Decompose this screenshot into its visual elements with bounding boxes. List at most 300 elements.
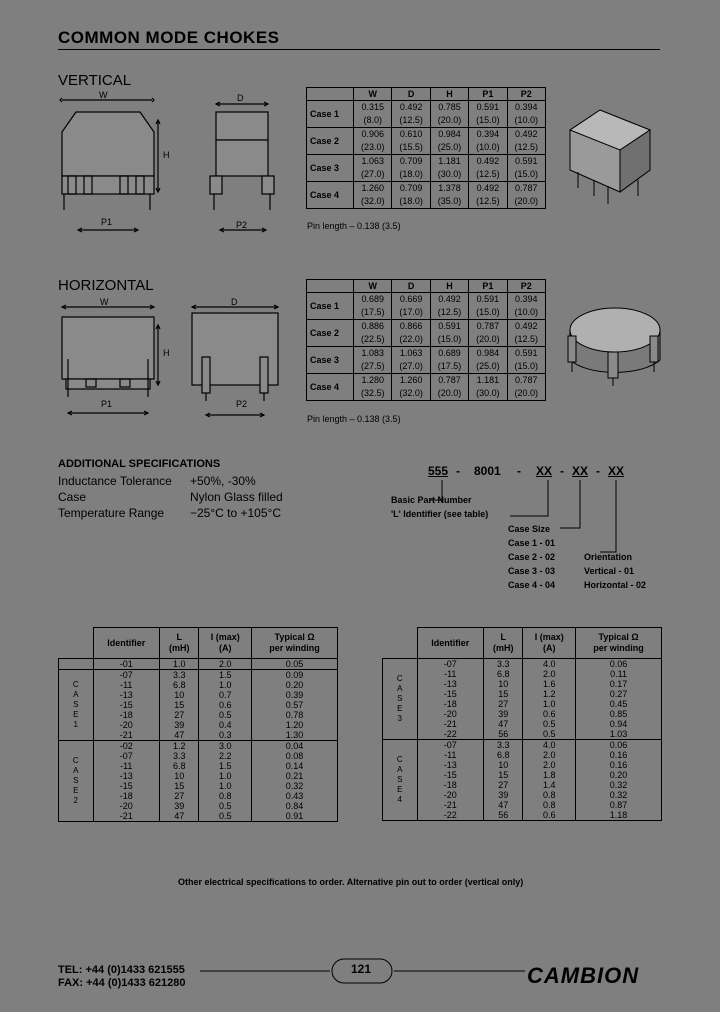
electrical-cell: 27 <box>484 699 523 709</box>
electrical-header-l-label: L <box>176 632 183 642</box>
horizontal-table-cell: (17.5) <box>430 360 468 374</box>
pn-orient-horizontal: Horizontal - 02 <box>584 580 647 590</box>
electrical-header-l-unit: (mH) <box>169 643 190 653</box>
horizontal-table-cell: (20.0) <box>430 387 468 401</box>
horizontal-table-case-label: Case 2 <box>307 320 354 347</box>
vertical-table-cell: (30.0) <box>430 168 468 182</box>
vertical-side-drawing <box>206 100 276 240</box>
electrical-case-group-text: C A S E 1 <box>72 680 79 729</box>
vertical-d-label: D <box>237 93 244 103</box>
vertical-table-cell: (15.0) <box>469 114 507 128</box>
horizontal-3d-image <box>560 290 670 390</box>
electrical-row <box>59 710 338 720</box>
vertical-table-cell: (10.0) <box>469 141 507 155</box>
electrical-cell: 3.3 <box>160 751 199 761</box>
electrical-cell: -11 <box>417 750 484 760</box>
spec-label-temperature: Temperature Range <box>58 506 165 520</box>
electrical-cell: 6.8 <box>160 680 199 690</box>
electrical-cell: 56 <box>484 729 523 740</box>
horizontal-d-label: D <box>231 297 238 307</box>
electrical-header-l <box>160 628 199 659</box>
electrical-cell: -21 <box>417 800 484 810</box>
horizontal-table-cell: (15.0) <box>469 306 507 320</box>
electrical-cell: 0.04 <box>252 741 338 752</box>
vertical-table-cell: (12.5) <box>507 141 545 155</box>
electrical-cell: 0.32 <box>576 780 662 790</box>
electrical-cell: 2.2 <box>199 751 252 761</box>
electrical-cell: -18 <box>417 780 484 790</box>
electrical-cell: -07 <box>93 751 160 761</box>
vertical-table-cell: 0.787 <box>507 182 545 196</box>
spec-label-case: Case <box>58 490 87 504</box>
electrical-row <box>59 771 338 781</box>
electrical-header-r <box>252 628 338 659</box>
vertical-table-cell: 0.591 <box>507 155 545 169</box>
electrical-cell: 0.05 <box>252 659 338 670</box>
electrical-row <box>59 801 338 811</box>
vertical-table-case-label: Case 2 <box>307 128 354 155</box>
vertical-table-cell: (32.0) <box>354 195 392 209</box>
vertical-table-cell: (15.5) <box>392 141 430 155</box>
electrical-cell: 0.21 <box>252 771 338 781</box>
electrical-cell: 0.94 <box>576 719 662 729</box>
electrical-cell: 15 <box>484 689 523 699</box>
electrical-cell: 47 <box>484 800 523 810</box>
electrical-row <box>383 729 662 740</box>
electrical-cell: 0.87 <box>576 800 662 810</box>
horizontal-table-cell: 0.591 <box>469 293 507 307</box>
electrical-cell: 1.0 <box>199 771 252 781</box>
electrical-cell: 47 <box>160 811 199 822</box>
electrical-cell: 0.08 <box>252 751 338 761</box>
electrical-row <box>383 790 662 800</box>
horizontal-table-cell: 0.866 <box>392 320 430 334</box>
electrical-cell: -13 <box>417 679 484 689</box>
electrical-header-blank <box>383 628 418 659</box>
electrical-cell: 10 <box>160 690 199 700</box>
electrical-cell: 0.20 <box>576 770 662 780</box>
electrical-row <box>59 659 338 670</box>
horizontal-table-cell: (27.5) <box>354 360 392 374</box>
vertical-table-cell: 0.610 <box>392 128 430 142</box>
electrical-cell: 10 <box>484 679 523 689</box>
spec-value-case: Nylon Glass filled <box>190 490 283 504</box>
electrical-cell: 0.32 <box>576 790 662 800</box>
electrical-cell: 1.0 <box>160 659 199 670</box>
electrical-cell: 0.85 <box>576 709 662 719</box>
electrical-row <box>383 780 662 790</box>
electrical-header-row <box>383 628 662 659</box>
horizontal-table-case-label: Case 1 <box>307 293 354 320</box>
electrical-cell: -01 <box>93 659 160 670</box>
horizontal-table-header-0 <box>307 280 354 293</box>
electrical-table-right <box>382 627 662 821</box>
electrical-cell: -07 <box>417 740 484 751</box>
pn-segment-555: 555 <box>428 464 449 478</box>
electrical-header-i <box>523 628 576 659</box>
horizontal-table-row <box>307 347 546 361</box>
spec-value-temperature: −25°C to +105°C <box>190 506 281 520</box>
electrical-header-id <box>417 628 484 659</box>
electrical-cell: 39 <box>484 790 523 800</box>
vertical-table-header-0 <box>307 88 354 101</box>
horizontal-table-cell: 0.591 <box>430 320 468 334</box>
horizontal-table-cell: 0.492 <box>507 320 545 334</box>
vertical-table-cell: (10.0) <box>507 114 545 128</box>
electrical-row <box>383 669 662 679</box>
electrical-cell: 1.2 <box>160 741 199 752</box>
electrical-cell: 6.8 <box>484 750 523 760</box>
electrical-cell: 0.3 <box>199 730 252 741</box>
spec-label-tolerance: Inductance Tolerance <box>58 474 172 488</box>
pn-sep-4: - <box>596 464 600 478</box>
pn-basic-label: Basic Part Number <box>391 495 472 505</box>
vertical-table-case-label: Case 1 <box>307 101 354 128</box>
horizontal-table-cell: 1.181 <box>469 374 507 388</box>
horizontal-table-cell: 0.492 <box>430 293 468 307</box>
electrical-row <box>59 720 338 730</box>
pn-case-4: Case 4 - 04 <box>508 580 556 590</box>
horizontal-table-cell: (30.0) <box>469 387 507 401</box>
vertical-table-cell: (18.0) <box>392 195 430 209</box>
electrical-cell: 0.78 <box>252 710 338 720</box>
pn-segment-case: XX <box>572 464 589 478</box>
horizontal-table-cell: 0.669 <box>392 293 430 307</box>
electrical-row <box>383 689 662 699</box>
electrical-cell: 0.4 <box>199 720 252 730</box>
electrical-cell: 39 <box>160 720 199 730</box>
horizontal-w-label: W <box>100 297 109 307</box>
electrical-cell: -11 <box>93 761 160 771</box>
electrical-cell: 0.91 <box>252 811 338 822</box>
electrical-cell: -11 <box>93 680 160 690</box>
electrical-cell: 0.20 <box>252 680 338 690</box>
vertical-table-header-5: P2 <box>507 88 545 101</box>
electrical-cell: 6.8 <box>160 761 199 771</box>
vertical-table-cell: 0.709 <box>392 155 430 169</box>
electrical-cell: -13 <box>93 771 160 781</box>
horizontal-table-cell: (20.0) <box>469 333 507 347</box>
electrical-cell: 3.3 <box>484 659 523 670</box>
electrical-cell: -21 <box>93 811 160 822</box>
electrical-cell: 1.6 <box>523 679 576 689</box>
horizontal-table-cell: (12.5) <box>430 306 468 320</box>
electrical-row <box>59 670 338 681</box>
electrical-cell: -13 <box>417 760 484 770</box>
horizontal-table-cell: (25.0) <box>469 360 507 374</box>
electrical-cell: 2.0 <box>523 750 576 760</box>
horizontal-table-cell: (32.0) <box>392 387 430 401</box>
electrical-cell: -20 <box>93 720 160 730</box>
electrical-case-group-label <box>59 741 94 822</box>
vertical-pin-length: Pin length – 0.138 (3.5) <box>307 221 401 231</box>
electrical-case-group-text: C A S E 4 <box>396 755 403 804</box>
horizontal-table-cell: (17.5) <box>354 306 392 320</box>
page-number: 121 <box>351 962 372 976</box>
pn-sep-2: - <box>517 464 521 478</box>
vertical-table-cell: (15.0) <box>507 168 545 182</box>
electrical-cell: -21 <box>417 719 484 729</box>
vertical-table-case-label: Case 3 <box>307 155 354 182</box>
electrical-cell: 0.6 <box>199 700 252 710</box>
horizontal-table-header-5: P2 <box>507 280 545 293</box>
vertical-table-cell: 1.063 <box>354 155 392 169</box>
horizontal-table-cell: 0.787 <box>430 374 468 388</box>
vertical-table-header-3: H <box>430 88 468 101</box>
vertical-table-case-label: Case 4 <box>307 182 354 209</box>
electrical-cell: -07 <box>93 670 160 681</box>
electrical-header-blank <box>59 628 94 659</box>
electrical-cell: 0.6 <box>523 709 576 719</box>
electrical-row <box>59 680 338 690</box>
electrical-row <box>383 740 662 751</box>
electrical-cell: 6.8 <box>484 669 523 679</box>
horizontal-table-row <box>307 320 546 334</box>
electrical-row <box>59 761 338 771</box>
vertical-table-cell: (8.0) <box>354 114 392 128</box>
electrical-cell: -15 <box>93 781 160 791</box>
vertical-table-cell: 1.378 <box>430 182 468 196</box>
electrical-cell: 1.0 <box>199 680 252 690</box>
pn-segment-orientation: XX <box>608 464 625 478</box>
vertical-table-cell: (12.5) <box>469 168 507 182</box>
electrical-case-group-text: C A S E 3 <box>396 674 403 723</box>
horizontal-table-header-1: W <box>354 280 392 293</box>
horizontal-heading: HORIZONTAL <box>58 277 154 294</box>
horizontal-table-cell: 1.063 <box>392 347 430 361</box>
vertical-table-cell: 0.394 <box>507 101 545 115</box>
electrical-cell: 0.11 <box>576 669 662 679</box>
electrical-cell: 4.0 <box>523 659 576 670</box>
electrical-header-l <box>484 628 523 659</box>
electrical-cell: 10 <box>484 760 523 770</box>
electrical-cell: 27 <box>160 710 199 720</box>
electrical-row <box>383 760 662 770</box>
electrical-cell: 0.45 <box>576 699 662 709</box>
vertical-table-cell: (12.5) <box>469 195 507 209</box>
electrical-cell: 0.32 <box>252 781 338 791</box>
electrical-cell: 0.39 <box>252 690 338 700</box>
electrical-cell: 39 <box>484 709 523 719</box>
electrical-cell: 3.3 <box>484 740 523 751</box>
horizontal-pin-length: Pin length – 0.138 (3.5) <box>307 414 401 424</box>
pn-segment-identifier: XX <box>536 464 553 478</box>
electrical-cell: 1.5 <box>199 761 252 771</box>
vertical-table-cell: 0.492 <box>469 182 507 196</box>
electrical-cell: -15 <box>417 770 484 780</box>
electrical-row <box>383 679 662 689</box>
electrical-row <box>59 791 338 801</box>
vertical-table-cell: 0.492 <box>507 128 545 142</box>
electrical-cell: -18 <box>93 791 160 801</box>
electrical-cell: 56 <box>484 810 523 821</box>
horizontal-dimension-table <box>306 279 546 401</box>
electrical-cell: 3.3 <box>160 670 199 681</box>
cambion-logo: CAMBION <box>527 963 640 988</box>
horizontal-table-row <box>307 293 546 307</box>
horizontal-table-cell: (15.0) <box>507 360 545 374</box>
vertical-table-row <box>307 155 546 169</box>
electrical-cell: 4.0 <box>523 740 576 751</box>
electrical-header-row <box>59 628 338 659</box>
vertical-p2-label: P2 <box>236 220 248 230</box>
vertical-table-row <box>307 182 546 196</box>
electrical-cell: 0.06 <box>576 740 662 751</box>
electrical-cell: 27 <box>160 791 199 801</box>
electrical-cell: 2.0 <box>199 659 252 670</box>
additional-specs-heading: ADDITIONAL SPECIFICATIONS <box>58 458 221 470</box>
electrical-cell: -20 <box>417 709 484 719</box>
electrical-row <box>59 741 338 752</box>
electrical-cell: -15 <box>417 689 484 699</box>
electrical-row <box>59 690 338 700</box>
horizontal-table-cell: 1.260 <box>392 374 430 388</box>
electrical-cell: 10 <box>160 771 199 781</box>
vertical-dimension-table <box>306 87 546 209</box>
horizontal-table-cell: 0.984 <box>469 347 507 361</box>
electrical-header-r-label: Typical Ω <box>274 632 315 642</box>
electrical-cell: -21 <box>93 730 160 741</box>
vertical-table-cell: (35.0) <box>430 195 468 209</box>
electrical-cell: 0.6 <box>523 810 576 821</box>
electrical-cell: 1.2 <box>523 689 576 699</box>
vertical-table-cell: (20.0) <box>430 114 468 128</box>
electrical-row <box>59 781 338 791</box>
electrical-row <box>383 709 662 719</box>
electrical-row <box>59 811 338 822</box>
electrical-case-group-label <box>383 740 418 821</box>
horizontal-p1-label: P1 <box>101 399 113 409</box>
horizontal-table-cell: (20.0) <box>507 387 545 401</box>
vertical-table-cell: 0.492 <box>392 101 430 115</box>
footnote: Other electrical specifications to order. Alternative pin out to order (vertical only) <box>178 877 524 887</box>
spec-value-tolerance: +50%, -30% <box>190 474 256 488</box>
electrical-cell: 0.5 <box>199 801 252 811</box>
pn-case-2: Case 2 - 02 <box>508 552 556 562</box>
vertical-table-cell: 1.260 <box>354 182 392 196</box>
electrical-cell: 1.0 <box>199 781 252 791</box>
electrical-cell: 15 <box>160 781 199 791</box>
pn-identifier-label: 'L' Identifier (see table) <box>391 509 489 519</box>
horizontal-table-cell: (32.5) <box>354 387 392 401</box>
electrical-case-group-label <box>383 659 418 740</box>
electrical-case-group-text: C A S E 2 <box>72 756 79 805</box>
vertical-table-cell: 0.394 <box>469 128 507 142</box>
electrical-row <box>383 810 662 821</box>
horizontal-table-cell: (12.5) <box>507 333 545 347</box>
electrical-cell: 0.43 <box>252 791 338 801</box>
electrical-row <box>383 770 662 780</box>
horizontal-p2-label: P2 <box>236 399 248 409</box>
electrical-cell: 27 <box>484 780 523 790</box>
vertical-table-cell: (18.0) <box>392 168 430 182</box>
electrical-cell: 15 <box>160 700 199 710</box>
pn-case-1: Case 1 - 01 <box>508 538 556 548</box>
horizontal-front-drawing <box>56 297 186 427</box>
electrical-cell: 2.0 <box>523 669 576 679</box>
electrical-header-l-label: L <box>500 632 507 642</box>
electrical-cell: 15 <box>484 770 523 780</box>
electrical-cell: -02 <box>93 741 160 752</box>
pn-orientation-label: Orientation <box>584 552 633 562</box>
electrical-row <box>59 751 338 761</box>
electrical-cell: -11 <box>417 669 484 679</box>
electrical-cell: 39 <box>160 801 199 811</box>
electrical-row <box>383 719 662 729</box>
electrical-header-id-label: Identifier <box>107 637 146 648</box>
electrical-cell: 1.18 <box>576 810 662 821</box>
electrical-case-group-label <box>59 659 94 670</box>
horizontal-table-header-row <box>307 280 546 293</box>
electrical-header-r-unit: per winding <box>593 643 644 653</box>
electrical-cell: -20 <box>93 801 160 811</box>
horizontal-h-label: H <box>163 348 170 358</box>
electrical-row <box>383 659 662 670</box>
electrical-cell: 1.20 <box>252 720 338 730</box>
vertical-table-cell: 0.906 <box>354 128 392 142</box>
vertical-heading: VERTICAL <box>58 72 132 89</box>
electrical-case-group-label <box>59 670 94 741</box>
electrical-cell: 0.5 <box>199 811 252 822</box>
electrical-cell: 0.8 <box>523 790 576 800</box>
electrical-cell: 0.57 <box>252 700 338 710</box>
horizontal-table-row <box>307 374 546 388</box>
electrical-header-id-label: Identifier <box>431 637 470 648</box>
vertical-table-cell: 0.315 <box>354 101 392 115</box>
electrical-header-r-unit: per winding <box>269 643 320 653</box>
vertical-table-cell: 0.492 <box>469 155 507 169</box>
electrical-cell: 47 <box>160 730 199 741</box>
vertical-table-header-4: P1 <box>469 88 507 101</box>
horizontal-table-cell: 1.280 <box>354 374 392 388</box>
vertical-table-header-2: D <box>392 88 430 101</box>
horizontal-table-cell: (17.0) <box>392 306 430 320</box>
electrical-header-i-unit: (A) <box>543 643 556 653</box>
vertical-h-label: H <box>163 150 170 160</box>
electrical-cell: 0.84 <box>252 801 338 811</box>
electrical-cell: -07 <box>417 659 484 670</box>
vertical-table-cell: (20.0) <box>507 195 545 209</box>
pn-case-3: Case 3 - 03 <box>508 566 556 576</box>
electrical-cell: 1.8 <box>523 770 576 780</box>
electrical-row <box>383 699 662 709</box>
vertical-table-cell: 1.181 <box>430 155 468 169</box>
horizontal-table-header-3: H <box>430 280 468 293</box>
electrical-header-id <box>93 628 160 659</box>
pn-orient-vertical: Vertical - 01 <box>584 566 635 576</box>
pn-sep-3: - <box>560 464 564 478</box>
pn-case-size-label: Case Size <box>508 524 551 534</box>
electrical-cell: 0.8 <box>199 791 252 801</box>
vertical-table-cell: 0.591 <box>469 101 507 115</box>
horizontal-table-cell: 0.787 <box>507 374 545 388</box>
electrical-cell: 0.5 <box>199 710 252 720</box>
electrical-row <box>383 750 662 760</box>
electrical-header-i-label: I (max) <box>534 632 564 642</box>
electrical-header-i <box>199 628 252 659</box>
electrical-header-r <box>576 628 662 659</box>
horizontal-table-cell: (10.0) <box>507 306 545 320</box>
vertical-table-header-1: W <box>354 88 392 101</box>
horizontal-table-cell: 0.591 <box>507 347 545 361</box>
electrical-cell: 1.4 <box>523 780 576 790</box>
electrical-cell: 1.30 <box>252 730 338 741</box>
vertical-table-row <box>307 128 546 142</box>
electrical-cell: 0.16 <box>576 750 662 760</box>
horizontal-table-header-2: D <box>392 280 430 293</box>
electrical-cell: -22 <box>417 810 484 821</box>
vertical-table-cell: 0.709 <box>392 182 430 196</box>
